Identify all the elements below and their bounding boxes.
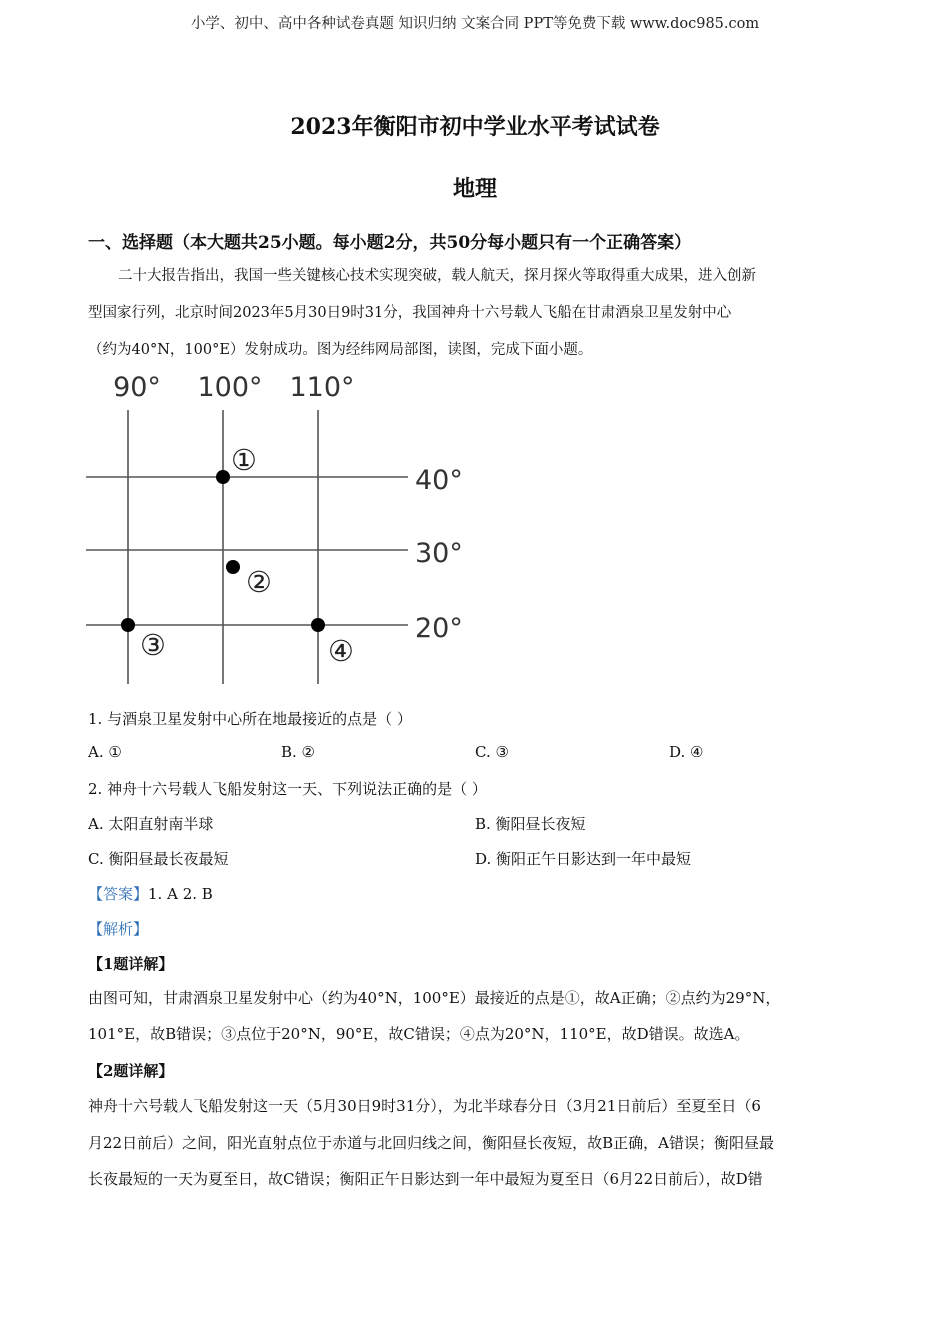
subject-title: 地理 [452, 176, 497, 202]
latitude-label-30: 30° [415, 538, 463, 569]
intro-line-2: 型国家行列，北京时间2023年5月30日9时31分，我国神舟十六号载人飞船在甘肃酒泉卫星发射中心 [88, 305, 732, 321]
latitude-label-20: 20° [415, 613, 463, 644]
point-2-dot [226, 560, 240, 574]
detail-2-label: 【2题详解】 [88, 1062, 174, 1080]
detail-2-line-3: 长夜最短的一天为夏至日，故C错误；衡阳正午日影达到一年中最短为夏至日（6月22日前后），故D错 [88, 1170, 763, 1188]
latitude-label-40: 40° [415, 465, 463, 496]
q1-option-d: D. ④ [669, 743, 704, 761]
point-4-label: ④ [328, 634, 354, 668]
point-3-label: ③ [140, 628, 166, 662]
intro-line-1: 二十大报告指出，我国一些关键核心技术实现突破，载人航天，探月探火等取得重大成果，进入创新 [118, 268, 756, 284]
q2-option-d: D. 衡阳正午日影达到一年中最短 [475, 850, 692, 868]
question-1-stem: 1. 与酒泉卫星发射中心所在地最接近的点是（ ） [88, 710, 412, 728]
question-2-stem: 2. 神舟十六号载人飞船发射这一天、下列说法正确的是（ ） [88, 780, 487, 798]
exam-title: 2023年衡阳市初中学业水平考试试卷 [290, 114, 660, 140]
longitude-label-110: 110° [289, 372, 355, 403]
point-1-dot [216, 470, 230, 484]
analysis-label: 【解析】 [88, 920, 149, 938]
point-4-dot [311, 618, 325, 632]
site-header: 小学、初中、高中各种试卷真题 知识归纳 文案合同 PPT等免费下载 www.doc985.com [190, 16, 760, 32]
detail-1-line-1: 由图可知，甘肃酒泉卫星发射中心（约为40°N，100°E）最接近的点是①，故A正确；②点约为29°N， [88, 989, 781, 1007]
q2-option-b: B. 衡阳昼长夜短 [475, 815, 586, 833]
section-heading: 一、选择题（本大题共25小题。每小题2分，共50分每小题只有一个正确答案） [88, 233, 692, 253]
point-1-label: ① [231, 443, 257, 477]
q2-option-c: C. 衡阳昼最长夜最短 [88, 850, 229, 868]
q1-option-b: B. ② [281, 743, 316, 761]
detail-1-label: 【1题详解】 [88, 955, 174, 973]
q1-option-a: A. ① [88, 743, 122, 761]
q2-option-a: A. 太阳直射南半球 [88, 815, 214, 833]
detail-2-line-2: 月22日前后）之间，阳光直射点位于赤道与北回归线之间，衡阳昼长夜短，故B正确，A错误；衡阳昼最 [88, 1134, 774, 1152]
graticule-figure [80, 362, 480, 692]
intro-line-3: （约为40°N，100°E）发射成功。图为经纬网局部图，读图，完成下面小题。 [88, 342, 593, 358]
point-2-label: ② [246, 565, 272, 599]
answer-text: 1. A 2. B [148, 885, 213, 903]
detail-1-line-2: 101°E，故B错误；③点位于20°N，90°E，故C错误；④点为20°N，110°E，故D错误。故选A。 [88, 1025, 750, 1043]
longitude-label-90: 90° [113, 372, 161, 403]
detail-2-line-1: 神舟十六号载人飞船发射这一天（5月30日9时31分），为北半球春分日（3月21日前后）至夏至日（6 [88, 1097, 761, 1115]
answer-line [88, 883, 213, 904]
answer-label: 【答案】 [88, 885, 149, 903]
point-3-dot [121, 618, 135, 632]
longitude-label-100: 100° [197, 372, 263, 403]
q1-option-c: C. ③ [475, 743, 509, 761]
